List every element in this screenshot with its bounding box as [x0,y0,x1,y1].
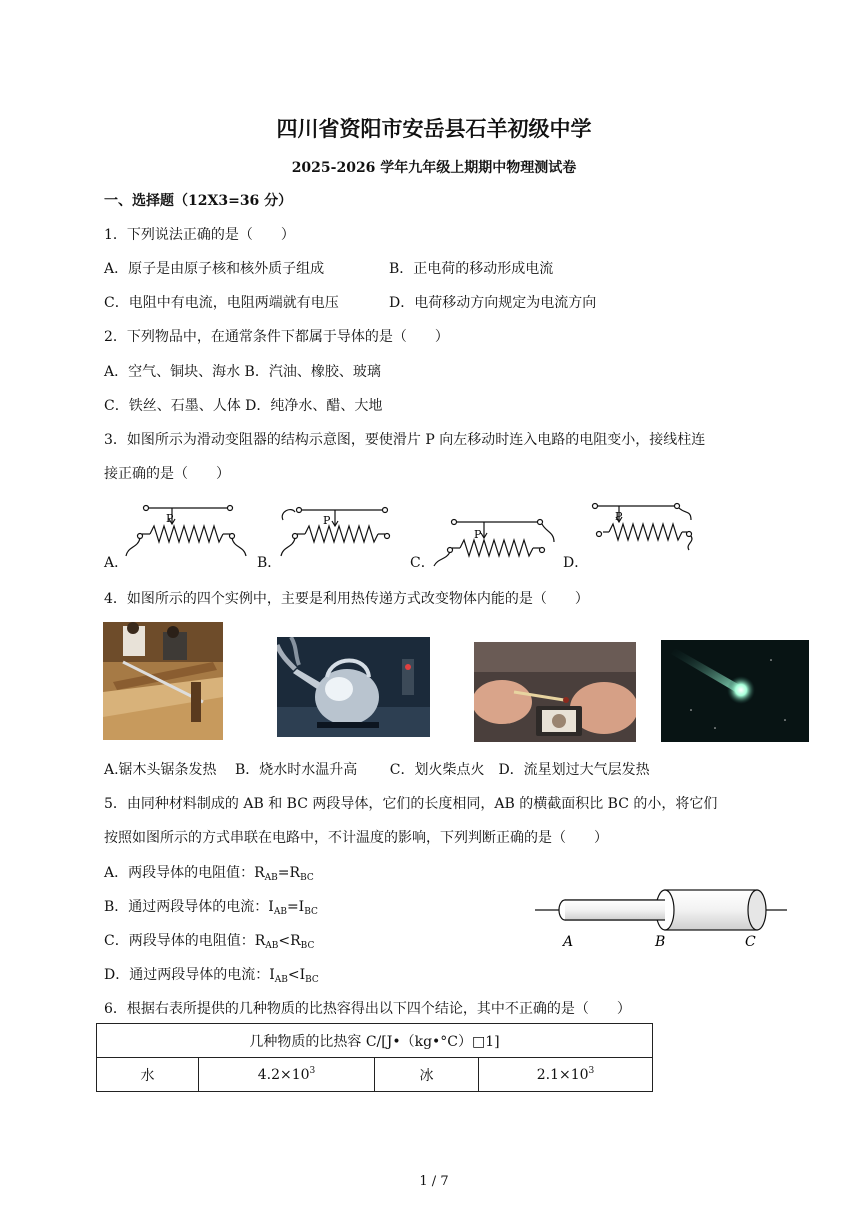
table-cell-substance: 水 [97,1058,199,1092]
q1-option-d: D．电荷移动方向规定为电流方向 [389,295,597,311]
slider-p-label: P [166,512,174,525]
rheostat-diagram-c [430,508,560,570]
table-cell-substance: 冰 [375,1058,479,1092]
specific-heat-table [96,1023,653,1092]
q3-stem-line1: 3．如图所示为滑动变阻器的结构示意图，要使滑片 P 向左移动时连入电路的电阻变小，接线柱连 [104,432,706,448]
q5-stem-line2: 按照如图所示的方式串联在电路中，不计温度的影响，下列判断正确的是（ ） [104,830,608,846]
slider-p-label: P [474,528,482,541]
school-title: 四川省资阳市安岳县石羊初级中学 [276,116,592,141]
page-number: 1 / 7 [419,1174,449,1189]
q4-stem: 4．如图所示的四个实例中，主要是利用热传递方式改变物体内能的是（ ） [104,591,589,607]
slider-p-label: P [615,510,623,523]
section-heading: 一、选择题（12X3=36 分） [104,193,293,209]
boiling-kettle-photo [277,637,430,737]
q5-option-c: C．两段导体的电阻值：$R_{AB}<R_{BC}$ [104,933,315,951]
q3-option-b-label: B． [257,555,282,571]
point-a-label: A [563,934,574,950]
rheostat-diagram-a [120,498,250,570]
striking-match-photo [474,642,636,742]
table-title: 几种物质的比热容 C/[J•（kg•°C）□1] [97,1024,653,1058]
q5-option-a: A．两段导体的电阻值：$R_{AB}=R_{BC}$ [104,865,314,883]
rheostat-diagram-d [585,498,715,570]
point-c-label: C [745,934,756,950]
conductor-diagram [535,882,787,952]
table-row [97,1058,653,1092]
q2-stem: 2．下列物品中，在通常条件下都属于导体的是（ ） [104,329,449,345]
q3-option-c-label: C． [410,555,435,571]
sawing-wood-photo [103,622,223,740]
q1-option-c: C．电阻中有电流，电阻两端就有电压 [104,295,339,311]
q2-options-ab: A．空气、铜块、海水 B．汽油、橡胶、玻璃 [104,364,381,380]
q3-stem-line2: 接正确的是（ ） [104,466,230,482]
q2-options-cd: C．铁丝、石墨、人体 D．纯净水、醋、大地 [104,398,383,414]
q1-option-b: B．正电荷的移动形成电流 [389,261,554,277]
table-cell-value: $2.1\times 10^3$ [479,1058,653,1092]
q1-stem: 1．下列说法正确的是（ ） [104,227,295,243]
point-b-label: B [655,934,666,950]
q4-options: A.锯木头锯条发热 B．烧水时水温升高 C．划火柴点火 D．流星划过大气层发热 [104,762,650,778]
rheostat-diagram-b [275,498,405,570]
q5-option-d: D．通过两段导体的电流：$I_{AB}<I_{BC}$ [104,967,319,985]
table-cell-value: $4.2\times 10^3$ [199,1058,375,1092]
q3-option-a-label: A． [104,555,129,571]
exam-title: 2025-2026 学年九年级上期期中物理测试卷 [291,160,577,176]
q5-option-b: B．通过两段导体的电流：$I_{AB}=I_{BC}$ [104,899,318,917]
slider-p-label: P [323,514,331,527]
q3-option-d-label: D． [563,555,589,571]
q1-option-a: A．原子是由原子核和核外质子组成 [104,261,325,277]
q5-stem-line1: 5．由同种材料制成的 AB 和 BC 两段导体，它们的长度相同，AB 的横截面积比 BC 的小，将它们 [104,796,718,812]
meteor-photo [661,640,809,742]
q6-stem: 6．根据右表所提供的几种物质的比热容得出以下四个结论，其中不正确的是（ ） [104,1001,631,1017]
